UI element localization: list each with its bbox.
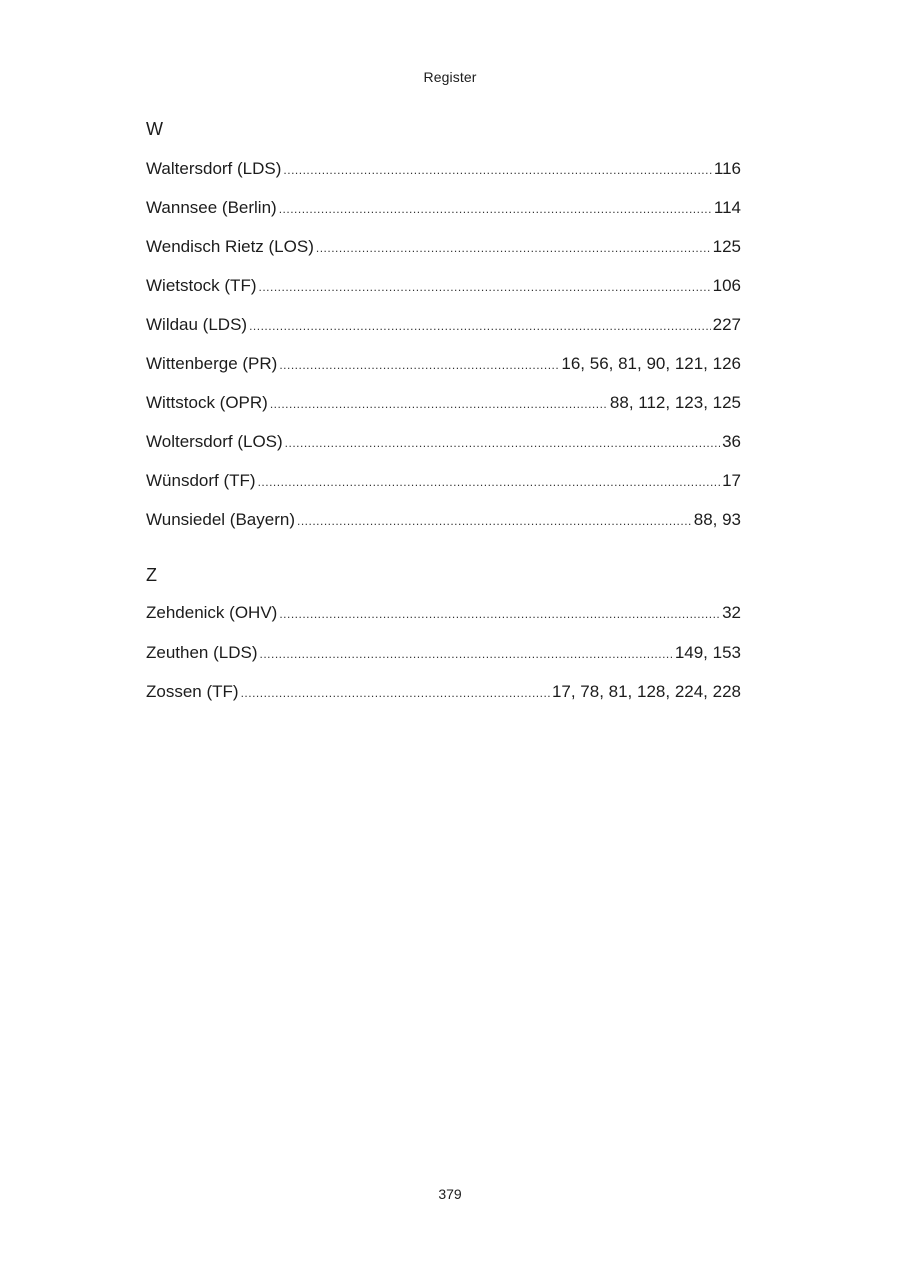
entry-name: Waltersdorf (LDS) <box>146 159 282 178</box>
index-entry <box>146 391 741 415</box>
running-header: Register <box>423 69 477 85</box>
section-heading-z: Z <box>146 565 157 585</box>
index-entry <box>146 641 741 665</box>
entry-pages: 36 <box>722 432 741 451</box>
index-entry <box>146 313 741 337</box>
entry-name: Wietstock (TF) <box>146 276 257 295</box>
entry-name: Wünsdorf (TF) <box>146 471 256 490</box>
dot-leader <box>283 158 711 182</box>
dot-leader <box>241 681 550 705</box>
entry-name: Zossen (TF) <box>146 682 239 701</box>
dot-leader <box>297 509 692 533</box>
index-entry <box>146 680 741 704</box>
entry-pages: 125 <box>712 237 741 256</box>
dot-leader <box>279 197 712 221</box>
entry-name: Woltersdorf (LOS) <box>146 432 283 451</box>
index-entry <box>146 157 741 181</box>
entry-pages: 17, 78, 81, 128, 224, 228 <box>551 682 741 701</box>
index-entry <box>146 430 741 454</box>
index-entry <box>146 508 741 532</box>
dot-leader <box>270 392 608 416</box>
entry-pages: 114 <box>713 198 741 217</box>
entry-name: Wannsee (Berlin) <box>146 198 277 217</box>
dot-leader <box>279 602 720 626</box>
entry-name: Wendisch Rietz (LOS) <box>146 237 314 256</box>
index-entry <box>146 274 741 298</box>
dot-leader <box>259 275 711 299</box>
index-entry <box>146 601 741 625</box>
entry-pages: 116 <box>713 159 741 178</box>
index-entry <box>146 235 741 259</box>
dot-leader <box>285 431 720 455</box>
entry-name: Wildau (LDS) <box>146 315 248 334</box>
index-entry <box>146 196 741 220</box>
entry-pages: 227 <box>712 315 741 334</box>
entry-pages: 16, 56, 81, 90, 121, 126 <box>561 354 741 373</box>
entry-pages: 88, 112, 123, 125 <box>609 393 741 412</box>
entry-name: Zehdenick (OHV) <box>146 603 278 622</box>
entry-pages: 106 <box>712 276 741 295</box>
page-number: 379 <box>438 1186 462 1202</box>
dot-leader <box>258 470 721 494</box>
entry-name: Wittstock (OPR) <box>146 393 268 412</box>
index-entry <box>146 352 741 376</box>
entry-name: Wunsiedel (Bayern) <box>146 510 295 529</box>
dot-leader <box>316 236 711 260</box>
dot-leader <box>260 642 673 666</box>
entry-pages: 17 <box>722 471 741 490</box>
entry-pages: 149, 153 <box>674 643 741 662</box>
index-entry <box>146 469 741 493</box>
dot-leader <box>249 314 711 338</box>
entry-pages: 32 <box>722 603 741 622</box>
entry-name: Wittenberge (PR) <box>146 354 278 373</box>
section-heading-w: W <box>146 119 163 139</box>
entry-name: Zeuthen (LDS) <box>146 643 258 662</box>
entry-pages: 88, 93 <box>693 510 741 529</box>
dot-leader <box>279 353 559 377</box>
